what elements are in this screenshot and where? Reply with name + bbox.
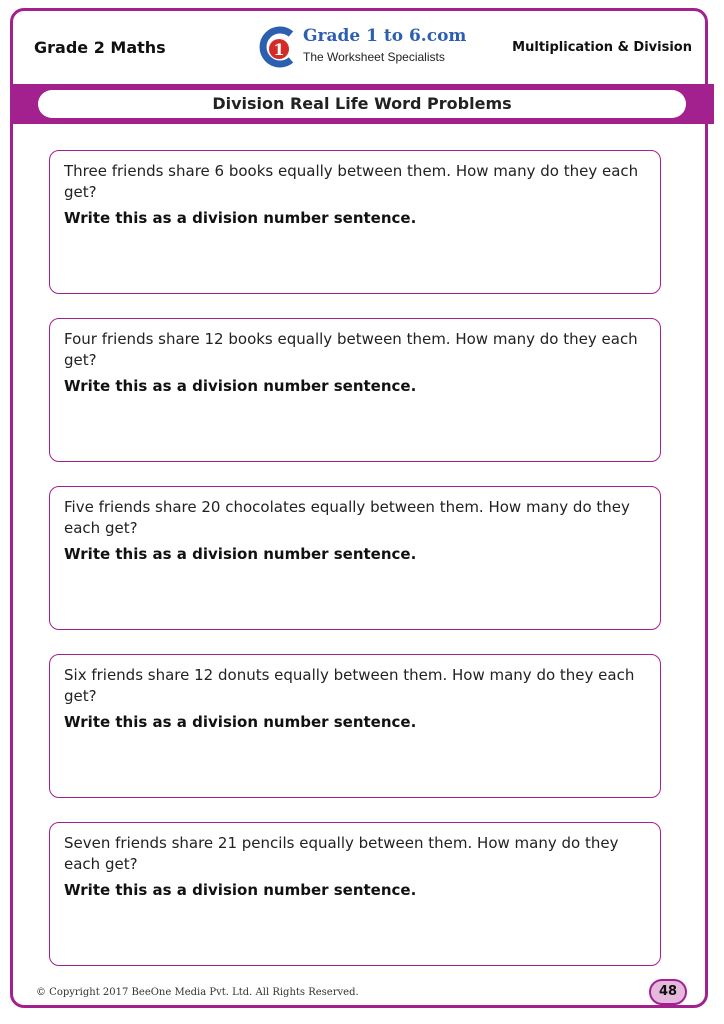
logo-title: Grade 1 to 6.com: [303, 26, 467, 46]
problem-instruction: Write this as a division number sentence.: [64, 377, 417, 395]
problem-question: Five friends share 20 chocolates equally between them. How many do they each get?: [64, 498, 630, 537]
logo-emblem-digit: 1: [273, 40, 285, 59]
logo-subtitle: The Worksheet Specialists: [303, 50, 445, 64]
problem-card: [49, 654, 661, 798]
problem-card: [49, 150, 661, 294]
problem-question: Four friends share 12 books equally between them. How many do they each get?: [64, 330, 638, 369]
problem-question: Three friends share 6 books equally between them. How many do they each get?: [64, 162, 639, 201]
problem-instruction: Write this as a division number sentence.: [64, 881, 417, 899]
grade-label: Grade 2 Maths: [34, 38, 166, 57]
problem-question: Seven friends share 21 pencils equally between them. How many do they each get?: [64, 834, 619, 873]
site-logo[interactable]: [255, 24, 465, 74]
problem-question: Six friends share 12 donuts equally between them. How many do they each get?: [64, 666, 635, 705]
page-number-badge: 48: [649, 979, 687, 1005]
copyright-text: © Copyright 2017 BeeOne Media Pvt. Ltd. All Rights Reserved.: [36, 987, 359, 998]
problem-card: [49, 822, 661, 966]
problem-instruction: Write this as a division number sentence.: [64, 545, 417, 563]
worksheet-title: Division Real Life Word Problems: [38, 90, 686, 118]
problem-instruction: Write this as a division number sentence.: [64, 209, 417, 227]
problem-card: [49, 318, 661, 462]
problem-card: [49, 486, 661, 630]
logo-emblem-icon: [255, 24, 301, 70]
problem-instruction: Write this as a division number sentence.: [64, 713, 417, 731]
topic-label: Multiplication & Division: [512, 40, 692, 55]
